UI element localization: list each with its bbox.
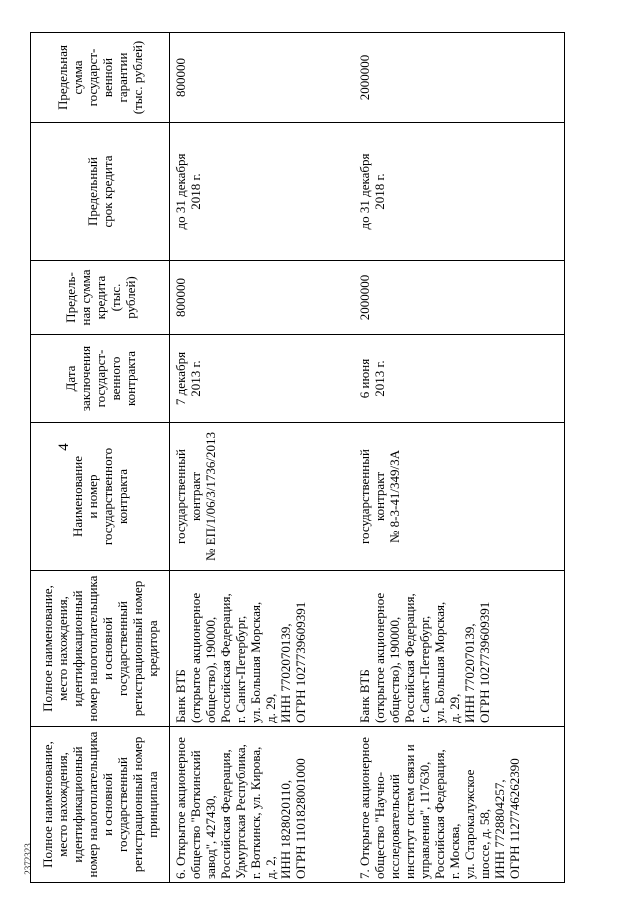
cell-contract: государственный контракт № ЕП/1/06/3/1736/2013 bbox=[170, 423, 355, 571]
cell-contract-date: 6 июня 2013 г. bbox=[355, 335, 565, 423]
cell-contract: государственный контракт № 8-3-41/349/3А bbox=[355, 423, 565, 571]
table-row bbox=[170, 33, 355, 883]
cell-credit-sum: 2000000 bbox=[355, 261, 565, 335]
table-row bbox=[355, 33, 565, 883]
cell-guarantee-sum: 800000 bbox=[170, 33, 355, 123]
document-id: 2372323 bbox=[23, 843, 33, 875]
header-contract-date: Дата заключения государст- венного контракта bbox=[31, 335, 170, 423]
cell-guarantee-sum: 2000000 bbox=[355, 33, 565, 123]
cell-credit-term: до 31 декабря 2018 г. bbox=[170, 123, 355, 261]
cell-creditor: Банк ВТБ (открытое акционерное общество), 190000, Российская Федерация, г. Санкт-Петербург, ул. Большая Морская, д. 29, ИНН 7702070139, ОГРН 1027739609391 bbox=[355, 571, 565, 727]
cell-creditor: Банк ВТБ (открытое акционерное общество), 190000, Российская Федерация, г. Санкт-Петербург, ул. Большая Морская, д. 29, ИНН 7702070139, ОГРН 1027739609391 bbox=[170, 571, 355, 727]
cell-credit-sum: 800000 bbox=[170, 261, 355, 335]
rotated-table-container bbox=[30, 33, 590, 883]
header-creditor: Полное наименование, место нахождения, идентификационный номер налогоплательщика и основной государственный регистрационный номер кредитора bbox=[31, 571, 170, 727]
page-number: 4 bbox=[56, 443, 72, 451]
header-credit-sum: Предель- ная сумма кредита (тыс. рублей) bbox=[31, 261, 170, 335]
table-header-row bbox=[31, 33, 170, 883]
header-principal: Полное наименование, место нахождения, идентификационный номер налогоплательщика и основной государственный регистрационный номер принципала bbox=[31, 727, 170, 883]
header-credit-term: Предельный срок кредита bbox=[31, 123, 170, 261]
cell-contract-date: 7 декабря 2013 г. bbox=[170, 335, 355, 423]
cell-principal: 6. Открытое акционерное общество "Воткинский завод", 427430, Российская Федерация, Удмуртская Республика, г. Воткинск, ул. Кирова, д. 2, ИНН 1828020110, ОГРН 1101828001000 bbox=[170, 727, 355, 883]
header-contract: Наименование и номер государственного контракта bbox=[31, 423, 170, 571]
cell-principal: 7. Открытое акционерное общество "Научно- исследовательский институт систем связи и управления", 117630, Российская Федерация, г. Москва, ул. Старокалужское шоссе, д. 58, ИНН 7728804257, ОГРН 1127746262390 bbox=[355, 727, 565, 883]
header-guarantee-sum: Предельная сумма государст- венной гарантии (тыс. рублей) bbox=[31, 33, 170, 123]
cell-credit-term: до 31 декабря 2018 г. bbox=[355, 123, 565, 261]
guarantees-table bbox=[30, 32, 565, 883]
